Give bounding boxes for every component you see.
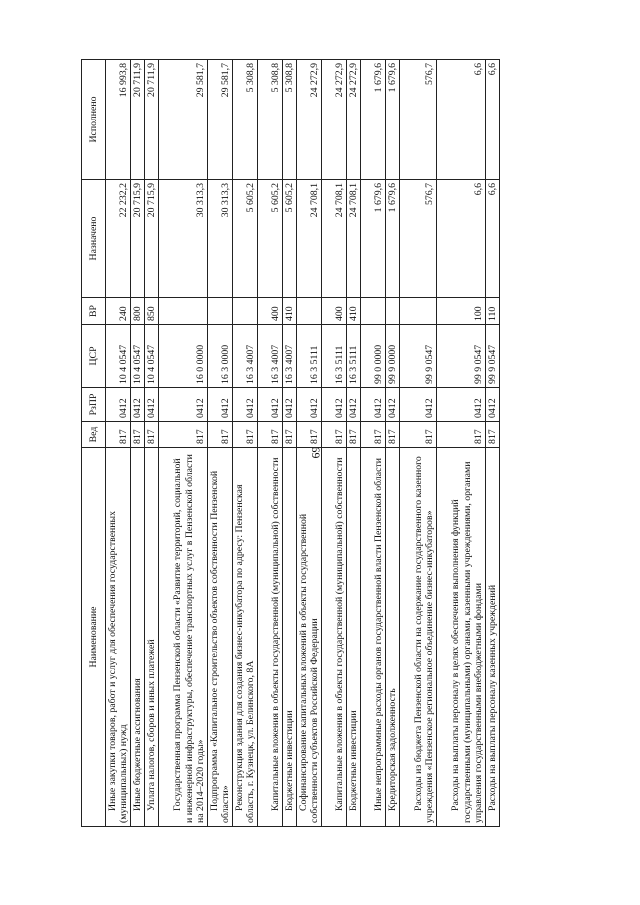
cell-csr: 99 9 0000 <box>386 325 400 388</box>
cell-ved: 817 <box>208 422 233 448</box>
cell-rzpr: 0412 <box>347 388 361 422</box>
cell-vr <box>233 298 258 325</box>
cell-name: Иные закупки товаров, работ и услуг для обеспечения государственных (муниципальных) нужд <box>106 448 131 827</box>
cell-name: Бюджетные инвестиции <box>347 448 361 827</box>
header-plan: Назначено <box>82 180 106 298</box>
cell-vr <box>208 298 233 325</box>
table-row <box>233 60 258 827</box>
cell-name: Иные бюджетные ассигнования <box>131 448 145 827</box>
cell-csr: 99 9 0547 <box>437 325 486 388</box>
cell-ved: 817 <box>258 422 283 448</box>
cell-plan: 30 313,3 <box>208 180 233 298</box>
cell-rzpr: 0412 <box>386 388 400 422</box>
cell-vr: 410 <box>347 298 361 325</box>
cell-done: 1 679,6 <box>361 60 386 180</box>
cell-csr: 16 3 0000 <box>208 325 233 388</box>
table-row <box>297 60 322 827</box>
cell-csr: 16 0 0000 <box>159 325 208 388</box>
cell-ved: 817 <box>347 422 361 448</box>
cell-name: Бюджетные инвестиции <box>283 448 297 827</box>
cell-vr: 240 <box>106 298 131 325</box>
cell-plan: 576,7 <box>400 180 437 298</box>
cell-name: Софинансирование капитальных вложений в объекты государственной собственности субъектов Российской Федерации <box>297 448 322 827</box>
table-row <box>361 60 386 827</box>
cell-vr: 410 <box>283 298 297 325</box>
cell-csr: 16 3 4007 <box>283 325 297 388</box>
cell-rzpr: 0412 <box>106 388 131 422</box>
cell-ved: 817 <box>361 422 386 448</box>
cell-plan: 20 715,9 <box>145 180 159 298</box>
cell-done: 24 272,9 <box>347 60 361 180</box>
table-row <box>486 60 500 827</box>
cell-rzpr: 0412 <box>437 388 486 422</box>
table-row <box>159 60 208 827</box>
cell-rzpr: 0412 <box>258 388 283 422</box>
cell-csr: 16 3 5111 <box>322 325 347 388</box>
cell-rzpr: 0412 <box>145 388 159 422</box>
cell-done: 1 679,6 <box>386 60 400 180</box>
table-row <box>131 60 145 827</box>
table-row <box>322 60 347 827</box>
cell-csr: 99 9 0547 <box>486 325 500 388</box>
cell-rzpr: 0412 <box>283 388 297 422</box>
budget-table <box>81 59 500 827</box>
cell-ved: 817 <box>283 422 297 448</box>
cell-done: 24 272,9 <box>322 60 347 180</box>
cell-ved: 817 <box>386 422 400 448</box>
table-row <box>347 60 361 827</box>
cell-plan: 1 679,6 <box>386 180 400 298</box>
cell-ved: 817 <box>145 422 159 448</box>
cell-name: Уплата налогов, сборов и иных платежей <box>145 448 159 827</box>
cell-plan: 20 715,9 <box>131 180 145 298</box>
table-row <box>400 60 437 827</box>
cell-vr <box>386 298 400 325</box>
cell-vr: 850 <box>145 298 159 325</box>
table-row <box>386 60 400 827</box>
cell-vr: 110 <box>486 298 500 325</box>
cell-name: Реконструкция здания для создания бизнес-инкубатора по адресу: Пензенская область, г. Кузнецк, ул. Белинского, 8А <box>233 448 258 827</box>
header-csr: ЦСР <box>82 325 106 388</box>
cell-ved: 817 <box>322 422 347 448</box>
cell-rzpr: 0412 <box>159 388 208 422</box>
cell-done: 20 711,9 <box>145 60 159 180</box>
cell-plan: 6,6 <box>437 180 486 298</box>
cell-done: 5 308,8 <box>233 60 258 180</box>
table-row <box>106 60 131 827</box>
cell-vr <box>361 298 386 325</box>
cell-ved: 817 <box>233 422 258 448</box>
cell-done: 576,7 <box>400 60 437 180</box>
cell-name: Подпрограмма «Капитальное строительство объектов собственности Пензенской области» <box>208 448 233 827</box>
cell-csr: 16 3 4007 <box>258 325 283 388</box>
header-vr: ВР <box>82 298 106 325</box>
cell-plan: 30 313,3 <box>159 180 208 298</box>
cell-plan: 24 708,1 <box>322 180 347 298</box>
cell-plan: 5 605,2 <box>258 180 283 298</box>
cell-vr: 800 <box>131 298 145 325</box>
table-row <box>283 60 297 827</box>
cell-ved: 817 <box>131 422 145 448</box>
cell-plan: 5 605,2 <box>233 180 258 298</box>
table-row <box>437 60 486 827</box>
cell-rzpr: 0412 <box>322 388 347 422</box>
cell-ved: 817 <box>486 422 500 448</box>
cell-plan: 1 679,6 <box>361 180 386 298</box>
cell-plan: 24 708,1 <box>347 180 361 298</box>
cell-csr: 16 3 5111 <box>347 325 361 388</box>
cell-ved: 817 <box>437 422 486 448</box>
cell-done: 20 711,9 <box>131 60 145 180</box>
cell-done: 29 581,7 <box>159 60 208 180</box>
cell-done: 6,6 <box>437 60 486 180</box>
cell-plan: 24 708,1 <box>297 180 322 298</box>
cell-csr: 16 3 4007 <box>233 325 258 388</box>
cell-vr: 400 <box>322 298 347 325</box>
header-rzpr: РзПР <box>82 388 106 422</box>
cell-rzpr: 0412 <box>208 388 233 422</box>
cell-vr <box>400 298 437 325</box>
cell-ved: 817 <box>159 422 208 448</box>
cell-csr: 10 4 0547 <box>145 325 159 388</box>
cell-ved: 817 <box>400 422 437 448</box>
cell-name: Иные непрограммные расходы органов государственной власти Пензенской области <box>361 448 386 827</box>
cell-vr <box>297 298 322 325</box>
cell-name: Капитальные вложения в объекты государственной (муниципальной) собственности <box>258 448 283 827</box>
header-ved: Вед <box>82 422 106 448</box>
cell-name: Государственная программа Пензенской области «Развитие территорий, социальной и инженерной инфраструктуры, обеспечение транспортных услуг в Пензенской области на 2014–2020 годы» <box>159 448 208 827</box>
cell-rzpr: 0412 <box>486 388 500 422</box>
header-done: Исполнено <box>82 60 106 180</box>
cell-done: 24 272,9 <box>297 60 322 180</box>
cell-csr: 16 3 5111 <box>297 325 322 388</box>
cell-plan: 22 232,2 <box>106 180 131 298</box>
cell-done: 5 308,8 <box>258 60 283 180</box>
cell-csr: 10 4 0547 <box>131 325 145 388</box>
table-header-row <box>82 60 106 827</box>
cell-name: Расходы из бюджета Пензенской области на содержание государственного казенного учреждения «Пензенское региональное объединение бизнес-инкубаторов» <box>400 448 437 827</box>
cell-csr: 99 0 0000 <box>361 325 386 388</box>
cell-ved: 817 <box>297 422 322 448</box>
cell-done: 16 993,8 <box>106 60 131 180</box>
cell-vr: 400 <box>258 298 283 325</box>
cell-rzpr: 0412 <box>297 388 322 422</box>
cell-rzpr: 0412 <box>233 388 258 422</box>
cell-done: 5 308,8 <box>283 60 297 180</box>
table-row <box>208 60 233 827</box>
cell-rzpr: 0412 <box>361 388 386 422</box>
cell-vr: 100 <box>437 298 486 325</box>
cell-name: Капитальные вложения в объекты государственной (муниципальной) собственности <box>322 448 347 827</box>
cell-name: Расходы на выплаты персоналу казенных учреждений <box>486 448 500 827</box>
cell-vr <box>159 298 208 325</box>
cell-csr: 10 4 0547 <box>106 325 131 388</box>
table-row <box>258 60 283 827</box>
cell-csr: 99 9 0547 <box>400 325 437 388</box>
cell-rzpr: 0412 <box>131 388 145 422</box>
header-name: Наименование <box>82 448 106 827</box>
cell-name: Расходы на выплаты персоналу в целях обеспечения выполнения функций государственными (муниципальными) органами, казенными учреждениями, органами управления государственными внебюджетными фондами <box>437 448 486 827</box>
rotated-page-content <box>81 60 640 827</box>
cell-ved: 817 <box>106 422 131 448</box>
cell-plan: 6,6 <box>486 180 500 298</box>
cell-done: 29 581,7 <box>208 60 233 180</box>
cell-rzpr: 0412 <box>400 388 437 422</box>
cell-name: Кредиторская задолженность <box>386 448 400 827</box>
table-row <box>145 60 159 827</box>
cell-done: 6,6 <box>486 60 500 180</box>
cell-plan: 5 605,2 <box>283 180 297 298</box>
page-number: 69 <box>308 446 323 459</box>
